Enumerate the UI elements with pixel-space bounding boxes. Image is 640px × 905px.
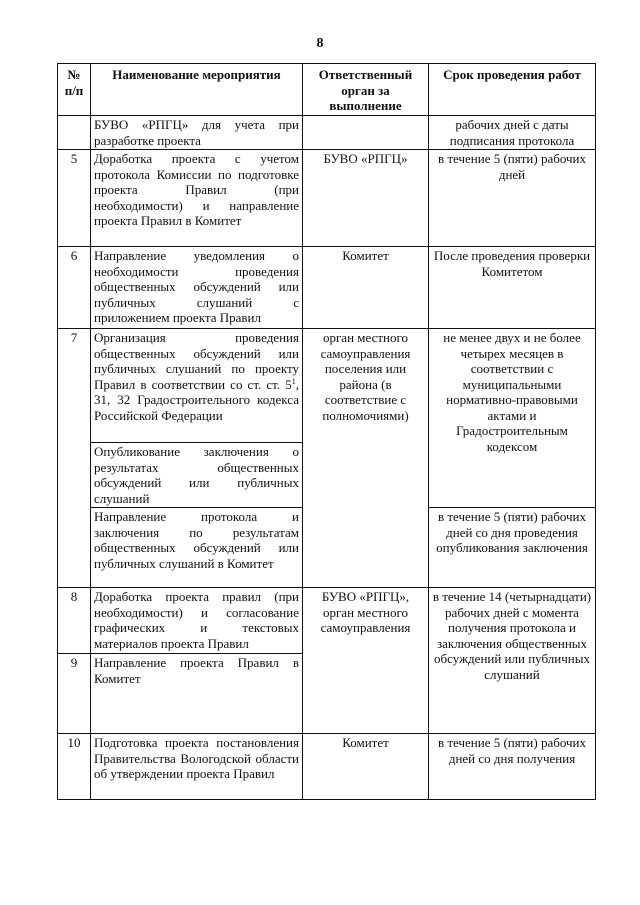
header-deadline: Срок проведения работ	[429, 64, 596, 116]
cell-responsible: БУВО «РПГЦ»	[303, 150, 429, 247]
cell-activity: Подготовка проекта постановления Правительства Вологодской области об утверждении проекта Правил	[91, 734, 303, 800]
cell-deadline: в течение 5 (пяти) рабочих дней со дня проведения опубликования заключения	[429, 508, 596, 588]
cell-num	[58, 116, 91, 150]
header-activity: Наименование мероприятия	[91, 64, 303, 116]
header-responsible: Ответственный орган за выполнение	[303, 64, 429, 116]
cell-responsible: Комитет	[303, 247, 429, 329]
events-table	[57, 63, 596, 800]
cell-activity: Опубликование заключения о результатах общественных обсуждений или публичных слушаний	[91, 443, 303, 508]
activity-text: Организация проведения общественных обсуждений или публичных слушаний по проекту Правил в соответствии со ст. ст. 5	[94, 330, 299, 392]
cell-activity: Направление проекта Правил в Комитет	[91, 654, 303, 734]
cell-activity: Направление протокола и заключения по результатам общественных обсуждений или публичных слушаний в Комитет	[91, 508, 303, 588]
table-header-row	[58, 64, 596, 116]
cell-deadline: не менее двух и не более четырех месяцев в соответствии с муниципальными нормативно-правовыми актами и Градостроительным кодексом	[429, 329, 596, 508]
cell-activity: Доработка проекта правил (при необходимости) и согласование графических и текстовых материалов проекта Правил	[91, 588, 303, 654]
cell-deadline: рабочих дней с даты подписания протокола	[429, 116, 596, 150]
cell-deadline: После проведения проверки Комитетом	[429, 247, 596, 329]
table-row-10	[58, 734, 596, 800]
cell-num: 6	[58, 247, 91, 329]
cell-num: 10	[58, 734, 91, 800]
page-number: 8	[316, 36, 324, 51]
article-superscript: 1	[291, 376, 296, 386]
cell-activity: Доработка проекта с учетом протокола Комиссии по подготовке проекта Правил (при необходимости) и направление проекта Правил в Комитет	[91, 150, 303, 247]
cell-activity: Направление уведомления о необходимости проведения общественных обсуждений или публичных слушаний с приложением проекта Правил	[91, 247, 303, 329]
cell-num: 8	[58, 588, 91, 654]
cell-deadline: в течение 14 (четырнадцати) рабочих дней с момента получения протокола и заключения общественных обсуждений или публичных слушаний	[429, 588, 596, 734]
cell-activity: БУВО «РПГЦ» для учета при разработке проекта	[91, 116, 303, 150]
cell-responsible	[303, 116, 429, 150]
cell-responsible: Комитет	[303, 734, 429, 800]
table-row-8	[58, 588, 596, 654]
cell-responsible: орган местного самоуправления поселения или района (в соответствие с полномочиями)	[303, 329, 429, 588]
header-num: № п/п	[58, 64, 91, 116]
cell-responsible: БУВО «РПГЦ», орган местного самоуправления	[303, 588, 429, 734]
cell-deadline: в течение 5 (пяти) рабочих дней	[429, 150, 596, 247]
cell-num: 9	[58, 654, 91, 734]
cell-num: 5	[58, 150, 91, 247]
table-row-6	[58, 247, 596, 329]
table-row-continued	[58, 116, 596, 150]
cell-num: 7	[58, 329, 91, 588]
activity-text-cont: , 31, 32 Градостроительного кодекса Российской Федерации	[94, 376, 299, 423]
cell-deadline: в течение 5 (пяти) рабочих дней со дня получения	[429, 734, 596, 800]
table-row-5	[58, 150, 596, 247]
table-row-7a	[58, 329, 596, 443]
cell-activity	[91, 329, 303, 443]
